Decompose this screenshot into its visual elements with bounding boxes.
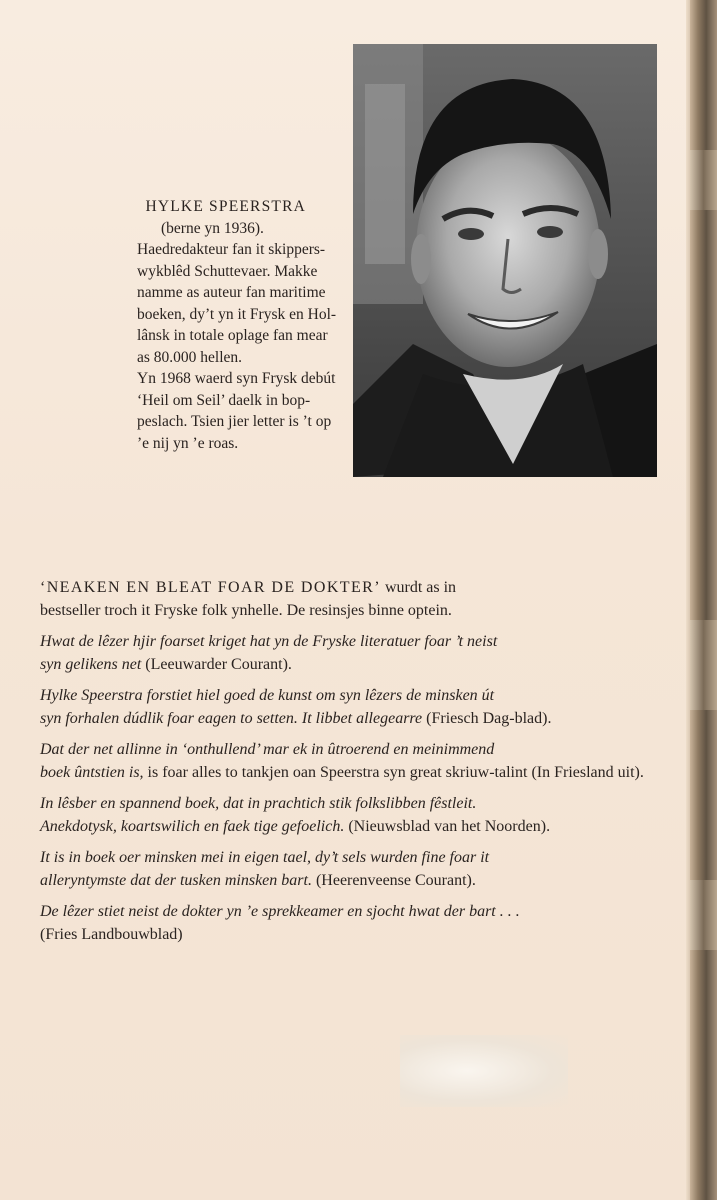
bio-line: Haedredakteur fan it skippers- [137,241,326,258]
author-bio [0,196,340,454]
quote-text: Anekdotysk, koartswilich en faek tige gefoelich. [40,817,345,835]
quote-text: Hylke Speerstra forstiet hiel goed de kunst om syn lêzers de minsken út [40,687,495,704]
quote-text: syn forhalen dúdlik foar eagen to setten. It libbet allegearre [40,709,423,727]
quote-source: (Leeuwarder Courant). [141,655,292,673]
bio-line: ’e nij yn ’e roas. [137,434,239,452]
quote-text: syn gelikens net [40,655,142,673]
quote-source: (Friesch Dag-blad). [422,709,552,727]
quote-text: It is in boek oer minsken mei in eigen tael, dy’t sels wurden fine foar it [40,849,490,866]
bio-line: namme as auteur fan maritime [137,284,326,301]
quote-source: (Heerenveense Courant). [311,871,476,889]
quote-text: De lêzer stiet neist de dokter yn ’e sprekkeamer en sjocht hwat der bart . . . [40,903,520,920]
quote-text: Dat der net allinne in ‘onthullend’ mar ek in ûtroerend en meinimmend [40,741,495,758]
author-portrait-photo [353,44,657,477]
intro-paragraph [40,577,676,622]
spine-texture [690,150,717,210]
quote-source: (Nieuwsblad van het Noorden). [344,817,551,835]
spine-texture [690,620,717,710]
quote-text: alleryntymste dat der tusken minsken bart. [40,871,312,889]
reviews-section [40,577,676,955]
quote-text: Hwat de lêzer hjir foarset kriget hat yn de Fryske literatuer foar ’t neist [40,633,498,650]
bio-line: lânsk in totale oplage fan mear [137,327,328,344]
review-quote [40,739,676,784]
review-quote [40,793,676,838]
bio-line: peslach. Tsien jier letter is ’t op [137,413,332,430]
author-name: HYLKE SPEERSTRA [145,198,306,215]
review-quote [40,901,676,946]
quote-text: boek ûntstien is, [40,763,144,781]
spine-texture [690,880,717,950]
quote-source: (Fries Landbouwblad) [40,925,183,943]
author-bio-paragraph [137,368,340,454]
bio-line: as 80.000 hellen. [137,348,243,366]
bio-line: Yn 1968 waerd syn Frysk debút [137,370,336,387]
bio-line: wykblêd Schuttevaer. Makke [137,262,318,280]
author-born: (berne yn 1936). [161,219,264,237]
quote-text: In lêsber en spannend boek, dat in prachtich stik folkslibben fêstleit. [40,795,477,812]
bio-line: boeken, dy’t yn it Frysk en Hol- [137,305,337,323]
review-quote [40,685,676,730]
quote-source: is foar alles to tankjen oan Speerstra syn great skriuw-talint (In Friesland uit). [143,763,644,781]
author-bio-paragraph [137,239,340,368]
review-quote [40,847,676,892]
book-title: ‘NEAKEN EN BLEAT FOAR DE DOKTER’ [40,579,381,596]
bio-line: ‘Heil om Seil’ daelk in bop- [137,391,311,409]
portrait-photo-graphic [353,44,657,477]
torn-sticker-residue [400,1035,568,1107]
review-quote [40,631,676,676]
intro-text: bestseller troch it Fryske folk ynhelle. De resinsjes binne optein. [40,601,452,619]
intro-text: wurdt as in [380,579,457,596]
